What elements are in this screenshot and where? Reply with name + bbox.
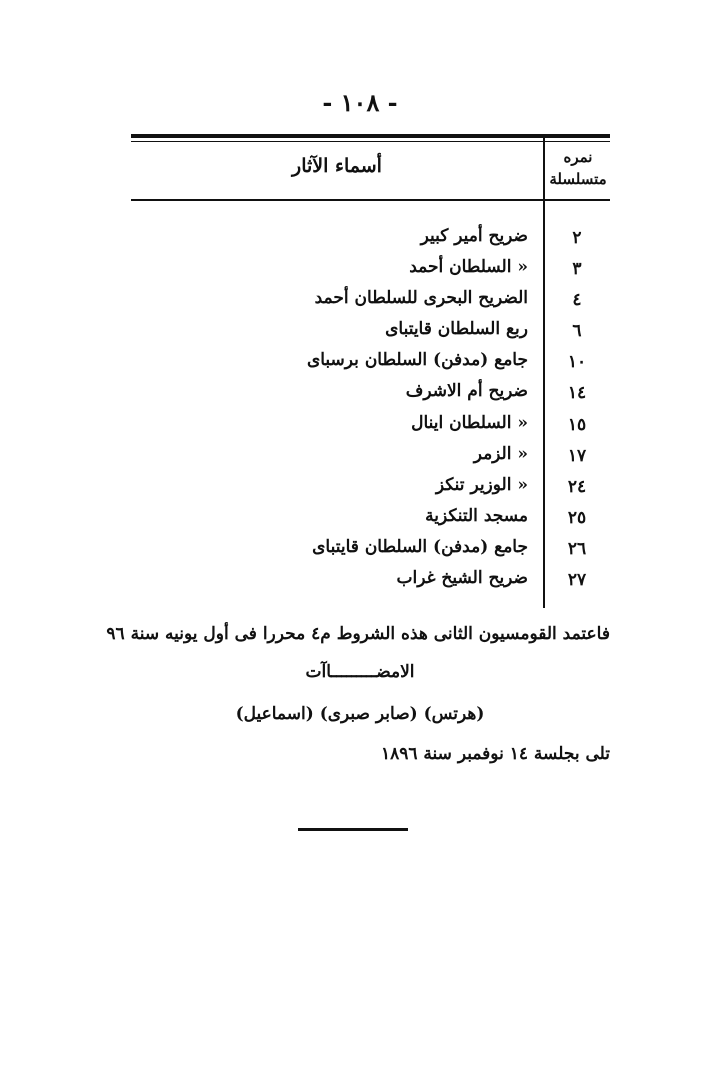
monument-name: « الزمر bbox=[473, 443, 528, 464]
monument-name: ضريح أم الاشرف bbox=[405, 381, 528, 402]
table-row bbox=[131, 381, 610, 412]
monument-name: جامع (مدفن) السلطان قايتباى bbox=[312, 536, 528, 557]
table-row bbox=[131, 475, 610, 506]
serial-number: ١٧ bbox=[567, 445, 587, 466]
header-serial-line1: نمره bbox=[563, 148, 593, 166]
table-top-rule bbox=[131, 134, 610, 138]
serial-number: ١٤ bbox=[567, 383, 587, 404]
adoption-statement: فاعتمد القومسيون الثانى هذه الشروط م٤ محررا فى أول يونيه سنة ٩٦ bbox=[106, 624, 610, 644]
monument-name: ضريح الشيخ غراب bbox=[396, 568, 528, 589]
signatory-names: (هرتس) (صابر صبرى) (اسماعيل) bbox=[235, 704, 485, 724]
monument-name: مسجد التنكزية bbox=[425, 505, 528, 526]
monument-name: ربع السلطان قايتباى bbox=[385, 319, 528, 340]
table-row bbox=[131, 319, 610, 350]
signatures-heading: الامضـــــــــاآت bbox=[305, 662, 415, 682]
serial-number: ٢٧ bbox=[567, 570, 587, 591]
serial-number: ١٥ bbox=[567, 414, 587, 435]
table-row bbox=[131, 288, 610, 319]
monument-name: جامع (مدفن) السلطان برسباى bbox=[306, 350, 528, 371]
serial-number: ٢٥ bbox=[567, 507, 587, 528]
table-row bbox=[131, 568, 610, 599]
header-serial-number bbox=[546, 146, 610, 190]
serial-number: ٢ bbox=[572, 228, 582, 248]
table-row bbox=[131, 226, 610, 257]
monument-name: « السلطان اينال bbox=[411, 412, 528, 433]
monument-name: « الوزير تنكز bbox=[435, 474, 528, 495]
session-reading-note: تلى بجلسة ١٤ نوفمبر سنة ١٨٩٦ bbox=[380, 744, 610, 764]
header-serial-line2: متسلسلة bbox=[549, 170, 607, 188]
monument-name: ضريح أمير كبير bbox=[420, 226, 528, 246]
serial-number: ٢٤ bbox=[567, 476, 587, 497]
page-number: - ١٠٨ - bbox=[322, 88, 398, 117]
serial-number: ٤ bbox=[572, 290, 582, 311]
table-row bbox=[131, 257, 610, 288]
end-ornament-rule bbox=[298, 828, 408, 831]
monument-name: « السلطان أحمد bbox=[409, 257, 528, 278]
header-monument-names: أسماء الآثار bbox=[292, 155, 382, 177]
serial-number: ٣ bbox=[572, 259, 582, 280]
table-row bbox=[131, 444, 610, 475]
table-top-rule-thin bbox=[131, 141, 610, 142]
monument-name: الضريح البحرى للسلطان أحمد bbox=[314, 288, 528, 309]
table-row bbox=[131, 506, 610, 537]
table-row bbox=[131, 537, 610, 568]
serial-number: ٦ bbox=[572, 321, 582, 342]
table-row bbox=[131, 413, 610, 444]
header-bottom-rule bbox=[131, 199, 610, 201]
serial-number: ١٠ bbox=[567, 352, 587, 373]
table-row bbox=[131, 350, 610, 381]
serial-number: ٢٦ bbox=[567, 538, 587, 559]
monument-list bbox=[131, 226, 610, 599]
